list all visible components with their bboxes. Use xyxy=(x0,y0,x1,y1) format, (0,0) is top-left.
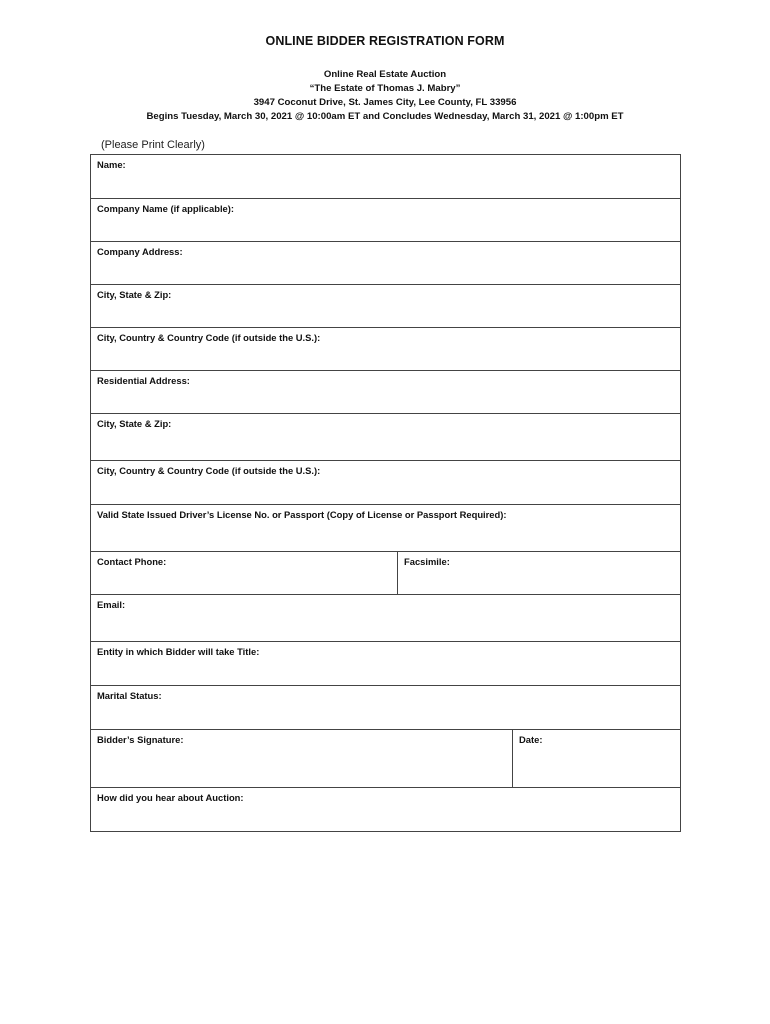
form-title: ONLINE BIDDER REGISTRATION FORM xyxy=(265,34,505,48)
license-passport-field[interactable]: Valid State Issued Driver’s License No. or Passport (Copy of License or Passport Required): xyxy=(91,505,681,552)
name-field[interactable]: Name: xyxy=(91,155,681,199)
signature-field[interactable]: Bidder’s Signature: xyxy=(91,730,513,788)
print-note: (Please Print Clearly) xyxy=(101,139,205,151)
company-city-country-field[interactable]: City, Country & Country Code (if outside the U.S.): xyxy=(91,328,681,371)
email-field[interactable]: Email: xyxy=(91,595,681,642)
date-field[interactable]: Date: xyxy=(513,730,681,788)
marital-status-field[interactable]: Marital Status: xyxy=(91,686,681,730)
company-city-state-zip-field[interactable]: City, State & Zip: xyxy=(91,285,681,328)
contact-phone-field[interactable]: Contact Phone: xyxy=(91,552,398,595)
company-address-field[interactable]: Company Address: xyxy=(91,242,681,285)
title-entity-field[interactable]: Entity in which Bidder will take Title: xyxy=(91,642,681,686)
referral-source-field[interactable]: How did you hear about Auction: xyxy=(91,788,681,832)
auction-type: Online Real Estate Auction xyxy=(323,69,447,80)
facsimile-field[interactable]: Facsimile: xyxy=(398,552,681,595)
company-name-field[interactable]: Company Name (if applicable): xyxy=(91,199,681,242)
auction-dates: Begins Tuesday, March 30, 2021 @ 10:00am ET and Concludes Wednesday, March 31, 2021 @ 1:00pm ET xyxy=(146,111,624,122)
residential-city-country-field[interactable]: City, Country & Country Code (if outside the U.S.): xyxy=(91,461,681,505)
residential-address-field[interactable]: Residential Address: xyxy=(91,371,681,414)
registration-form-table xyxy=(90,154,681,832)
property-address: 3947 Coconut Drive, St. James City, Lee County, FL 33956 xyxy=(253,97,517,108)
residential-city-state-zip-field[interactable]: City, State & Zip: xyxy=(91,414,681,461)
estate-name: “The Estate of Thomas J. Mabry” xyxy=(309,83,461,94)
